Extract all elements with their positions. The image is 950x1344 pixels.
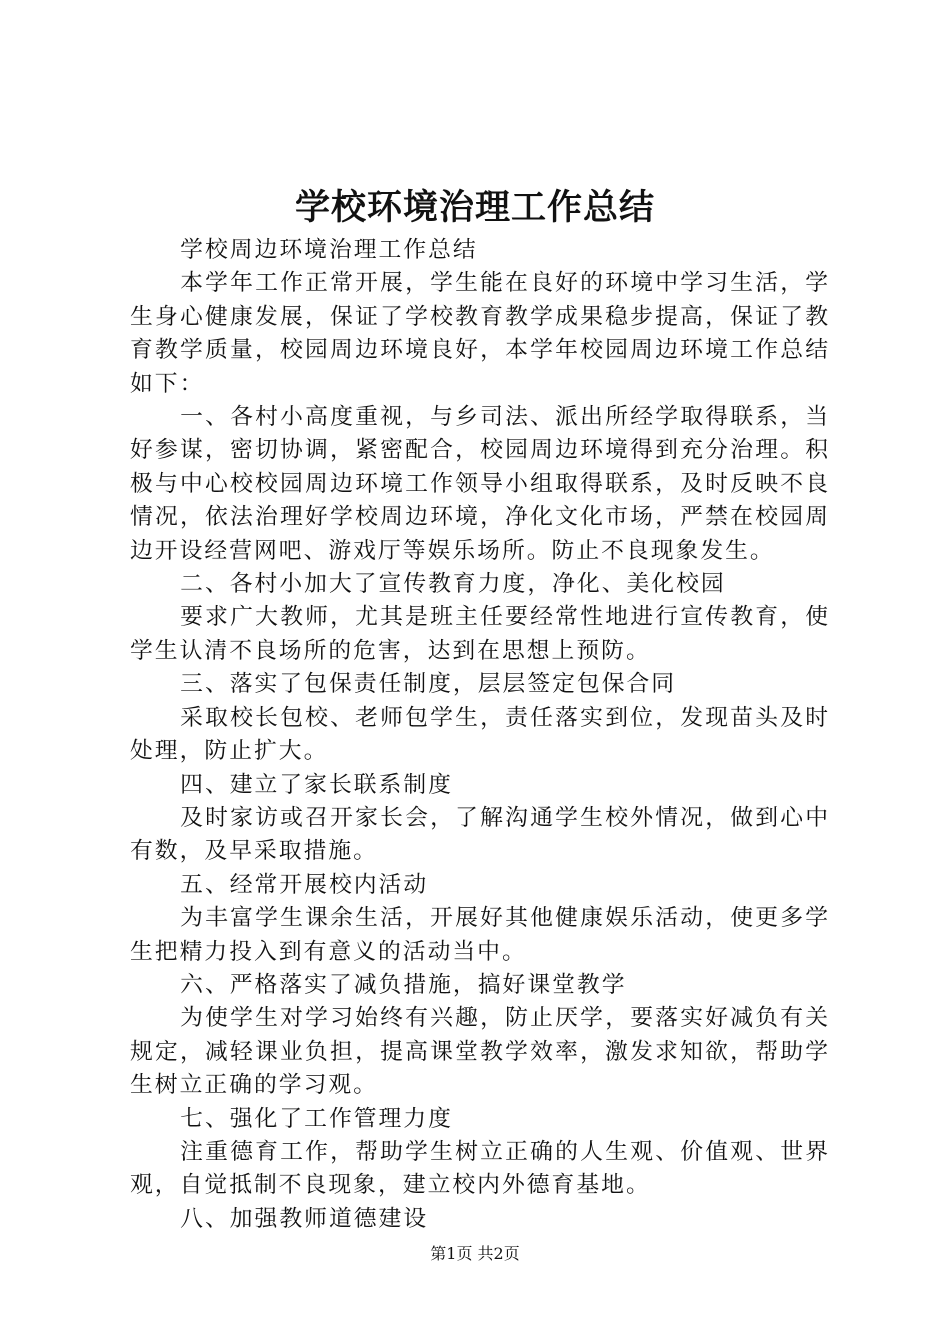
document-body xyxy=(130,234,830,1236)
heading-section-6: 六、严格落实了减负措施，搞好课堂教学 xyxy=(180,971,627,998)
page-footer: 第1页 共2页 xyxy=(430,1244,520,1263)
paragraph-section-7: 注重德育工作，帮助学生树立正确的人生观、价值观、世界观，自觉抵制不良现象，建立校内外德育基地。 xyxy=(130,1138,830,1199)
paragraph-subtitle: 学校周边环境治理工作总结 xyxy=(180,237,478,263)
paragraph-section-6: 为使学生对学习始终有兴趣，防止厌学，要落实好减负有关规定，减轻课业负担，提高课堂教学效率，激发求知欲，帮助学生树立正确的学习观。 xyxy=(130,1005,830,1099)
document-title: 学校环境治理工作总结 xyxy=(294,187,655,228)
paragraph-section-5: 为丰富学生课余生活，开展好其他健康娱乐活动，使更多学生把精力投入到有意义的活动当中。 xyxy=(130,905,830,965)
heading-section-5: 五、经常开展校内活动 xyxy=(180,871,429,898)
paragraph-section-2: 要求广大教师，尤其是班主任要经常性地进行宣传教育，使学生认清不良场所的危害，达到在思想上预防。 xyxy=(130,604,830,664)
heading-section-2: 二、各村小加大了宣传教育力度，净化、美化校园 xyxy=(180,571,726,598)
heading-section-3: 三、落实了包保责任制度，层层签定包保合同 xyxy=(180,671,677,698)
heading-section-7: 七、强化了工作管理力度 xyxy=(180,1105,453,1132)
paragraph-intro: 本学年工作正常开展，学生能在良好的环境中学习生活，学生身心健康发展，保证了学校教育教学成果稳步提高，保证了教育教学质量，校园周边环境良好，本学年校园周边环境工作总结如下： xyxy=(130,270,830,397)
heading-section-4: 四、建立了家长联系制度 xyxy=(180,771,453,798)
paragraph-section-4: 及时家访或召开家长会，了解沟通学生校外情况，做到心中有数，及早采取措施。 xyxy=(130,804,830,865)
paragraph-section-1: 一、各村小高度重视，与乡司法、派出所经学取得联系，当好参谋，密切协调，紧密配合，校园周边环境得到充分治理。积极与中心校校园周边环境工作领导小组取得联系，及时反映不良情况，依法治理好学校周边环境，净化文化市场，严禁在校园周边开设经营网吧、游戏厅等娱乐场所。防止不良现象发生。 xyxy=(130,404,830,564)
paragraph-section-3: 采取校长包校、老师包学生，责任落实到位，发现苗头及时处理，防止扩大。 xyxy=(130,704,830,765)
heading-section-8: 八、加强教师道德建设 xyxy=(180,1205,429,1232)
